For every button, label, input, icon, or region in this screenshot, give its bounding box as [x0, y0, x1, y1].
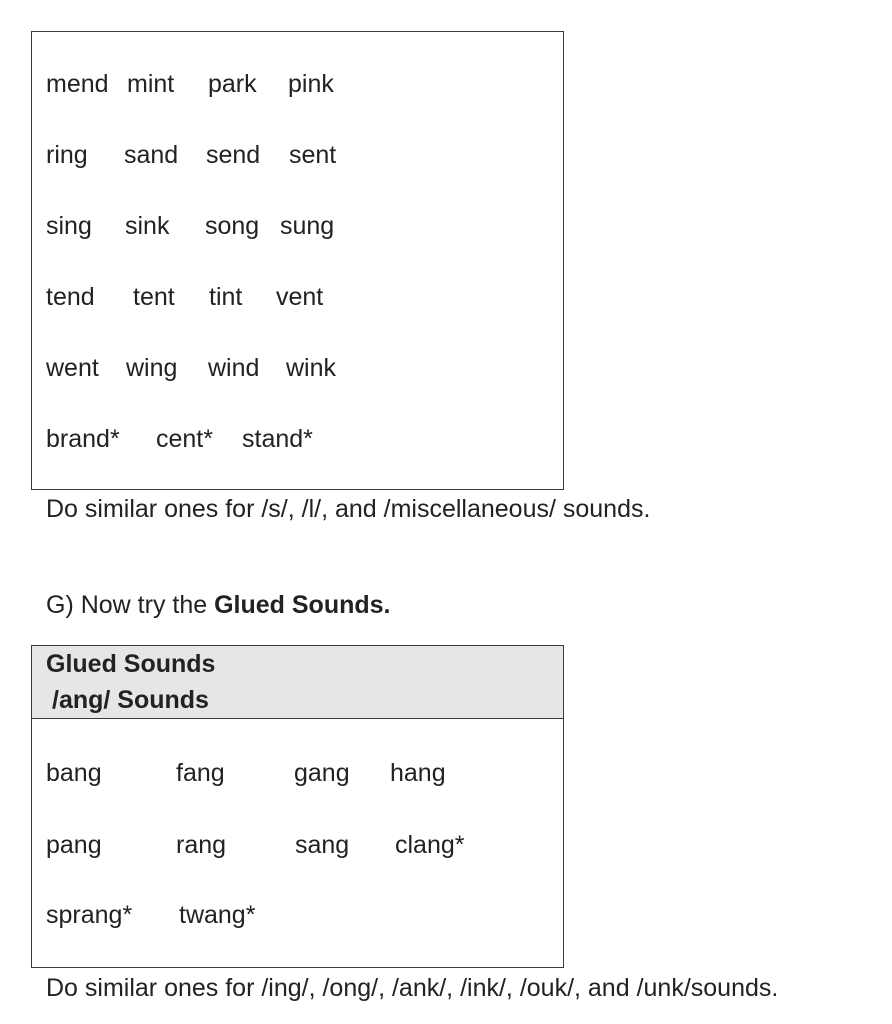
- word: went: [46, 354, 99, 382]
- glued-sounds-table: [31, 645, 564, 968]
- word-row-3: [32, 211, 563, 241]
- word: sing: [46, 212, 92, 240]
- word: ring: [46, 141, 88, 169]
- word: tend: [46, 283, 95, 311]
- word: vent: [276, 283, 324, 311]
- word: gang: [294, 759, 350, 787]
- word-row-2: [32, 140, 563, 170]
- word-row-5: [32, 353, 563, 383]
- word: song: [205, 212, 260, 240]
- word: tint: [209, 283, 243, 311]
- word: mint: [127, 70, 175, 98]
- table-subtitle: /ang/ Sounds: [52, 686, 209, 714]
- word: sung: [280, 212, 335, 240]
- instruction-bold: Glued Sounds.: [214, 591, 391, 619]
- word: cent*: [156, 425, 213, 453]
- similar-sounds-note: Do similar ones for /s/, /l/, and /miscellaneous/ sounds.: [46, 495, 651, 523]
- table-title-row: [32, 646, 563, 683]
- word-list-box: [31, 31, 564, 490]
- table-title: Glued Sounds: [46, 650, 216, 678]
- word: sink: [125, 212, 170, 240]
- word: sprang*: [46, 901, 133, 929]
- word: sang: [295, 831, 350, 859]
- word-row-1: [32, 69, 563, 99]
- glued-row-1: [32, 758, 563, 788]
- word: wink: [286, 354, 337, 382]
- word: pang: [46, 831, 102, 859]
- glued-row-3: [32, 900, 563, 930]
- word: mend: [46, 70, 109, 98]
- word: sand: [124, 141, 179, 169]
- word-row-4: [32, 282, 563, 312]
- word: rang: [176, 831, 227, 859]
- word: fang: [176, 759, 225, 787]
- word-row-6: [32, 424, 563, 454]
- instruction-prefix: G) Now try the: [46, 591, 215, 619]
- word: park: [208, 70, 257, 98]
- word: send: [206, 141, 261, 169]
- word: clang*: [395, 831, 465, 859]
- word: hang: [390, 759, 446, 787]
- word: pink: [288, 70, 334, 98]
- word: wing: [126, 354, 178, 382]
- glued-row-2: [32, 830, 563, 860]
- word: stand*: [242, 425, 313, 453]
- word: twang*: [179, 901, 256, 929]
- word: tent: [133, 283, 175, 311]
- word: bang: [46, 759, 102, 787]
- word: wind: [208, 354, 260, 382]
- glued-sounds-instruction: [46, 590, 391, 620]
- table-subtitle-row: [32, 682, 563, 719]
- similar-glued-sounds-note: Do similar ones for /ing/, /ong/, /ank/, /ink/, /ouk/, and /unk/sounds.: [46, 974, 779, 1002]
- word: sent: [289, 141, 337, 169]
- word: brand*: [46, 425, 120, 453]
